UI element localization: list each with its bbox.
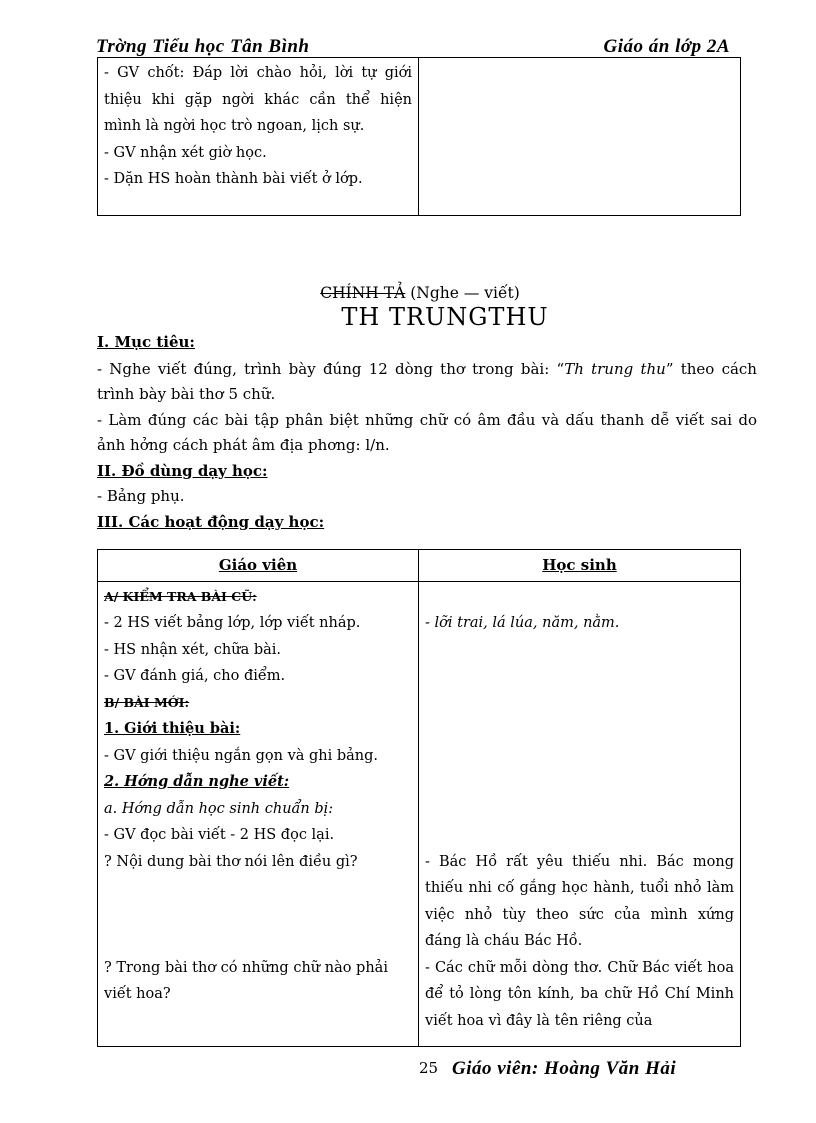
teacher-column-header: Giáo viên bbox=[98, 550, 419, 582]
new-lesson-heading: B/ BÀI MỚI: bbox=[104, 694, 190, 710]
lesson-title: TH TRUNGTHU bbox=[341, 303, 549, 331]
teacher-step-2: - HS nhận xét, chữa bài. bbox=[104, 641, 281, 658]
top-line-3: - Dặn HS hoàn thành bài viết ở lớp. bbox=[104, 171, 363, 187]
objectives-block bbox=[97, 330, 757, 535]
student-column-header: Học sinh bbox=[419, 550, 741, 582]
activity-table bbox=[97, 549, 741, 1047]
student-answer-2: - Bác Hồ rất yêu thiếu nhi. Bác mong thiếu nhi cố gắng học hành, tuổi nhỏ làm việc nhỏ tùy theo sức của mình xứng đáng là cháu Bác Hồ. bbox=[425, 853, 734, 949]
teacher-step-1: - 2 HS viết bảng lớp, lớp viết nháp. bbox=[104, 615, 361, 631]
materials-item: - Bảng phụ. bbox=[97, 487, 185, 505]
teacher-step-5: - GV đọc bài viết - 2 HS đọc lại. bbox=[104, 827, 335, 843]
top-student-cell bbox=[419, 58, 741, 216]
materials-heading: II. Đồ dùng dạy học: bbox=[97, 461, 268, 480]
objective-2: - Làm đúng các bài tập phân biệt những chữ có âm đầu và dấu thanh dễ viết sai do ảnh hởng cách phát âm địa phơng: l/n. bbox=[97, 410, 757, 454]
check-old-lesson-heading: A/ KIỂM TRA BÀI CŨ: bbox=[104, 588, 257, 604]
guide-subheading: a. Hớng dẫn học sinh chuẩn bị: bbox=[104, 800, 334, 817]
lesson-subject-line bbox=[0, 284, 816, 302]
teacher-step-3: - GV đánh giá, cho điểm. bbox=[104, 668, 286, 684]
objectives-heading: I. Mục tiêu: bbox=[97, 333, 195, 351]
class-label: Giáo án lớp 2A bbox=[603, 36, 730, 57]
top-teacher-cell bbox=[98, 58, 419, 216]
objective-1-post: ” theo cách trình bày bài thơ 5 chữ. bbox=[97, 359, 757, 403]
lesson-subject: CHÍNH TẢ bbox=[320, 284, 406, 302]
student-activity-cell bbox=[419, 581, 741, 1046]
objective-1-pre: - Nghe viết đúng, trình bày đúng 12 dòng thơ trong bài: “ bbox=[97, 359, 565, 378]
teacher-activity-cell bbox=[98, 581, 419, 1046]
student-spacer-2 bbox=[425, 637, 734, 849]
poem-title-italic: Th trung thu bbox=[564, 359, 666, 378]
top-continuation-table bbox=[97, 57, 741, 216]
objective-1 bbox=[97, 357, 757, 408]
teacher-name: Giáo viên: Hoàng Văn Hải bbox=[452, 1058, 677, 1079]
student-answer-3: - Các chữ mỗi dòng thơ. Chữ Bác viết hoa để tỏ lòng tôn kính, ba chữ Hồ Chí Minh viết hoa vì đây là tên riêng của bbox=[425, 959, 734, 1029]
intro-heading: 1. Giới thiệu bài: bbox=[104, 720, 241, 737]
lesson-mode: (Nghe — viết) bbox=[410, 284, 520, 302]
page-number: 25 bbox=[419, 1059, 439, 1077]
guide-heading: 2. Hớng dẫn nghe viết: bbox=[104, 773, 290, 790]
teacher-question-2: ? Trong bài thơ có những chữ nào phải viết hoa? bbox=[104, 959, 388, 1002]
school-name: Trờng Tiểu học Tân Bình bbox=[96, 36, 310, 57]
activities-heading: III. Các hoạt động dạy học: bbox=[97, 512, 325, 531]
teacher-step-4: - GV giới thiệu ngắn gọn và ghi bảng. bbox=[104, 747, 379, 764]
student-answer-1: - lỡi trai, lá lúa, năm, nằm. bbox=[425, 615, 620, 631]
top-line-2: - GV nhận xét giờ học. bbox=[104, 144, 267, 161]
teacher-question-1: ? Nội dung bài thơ nói lên điều gì? bbox=[104, 853, 358, 870]
top-line-1: - GV chốt: Đáp lời chào hỏi, lời tự giới thiệu khi gặp ngời khác cần thể hiện mình là ngời học trò ngoan, lịch sự. bbox=[104, 65, 412, 134]
student-spacer-1 bbox=[425, 584, 734, 611]
